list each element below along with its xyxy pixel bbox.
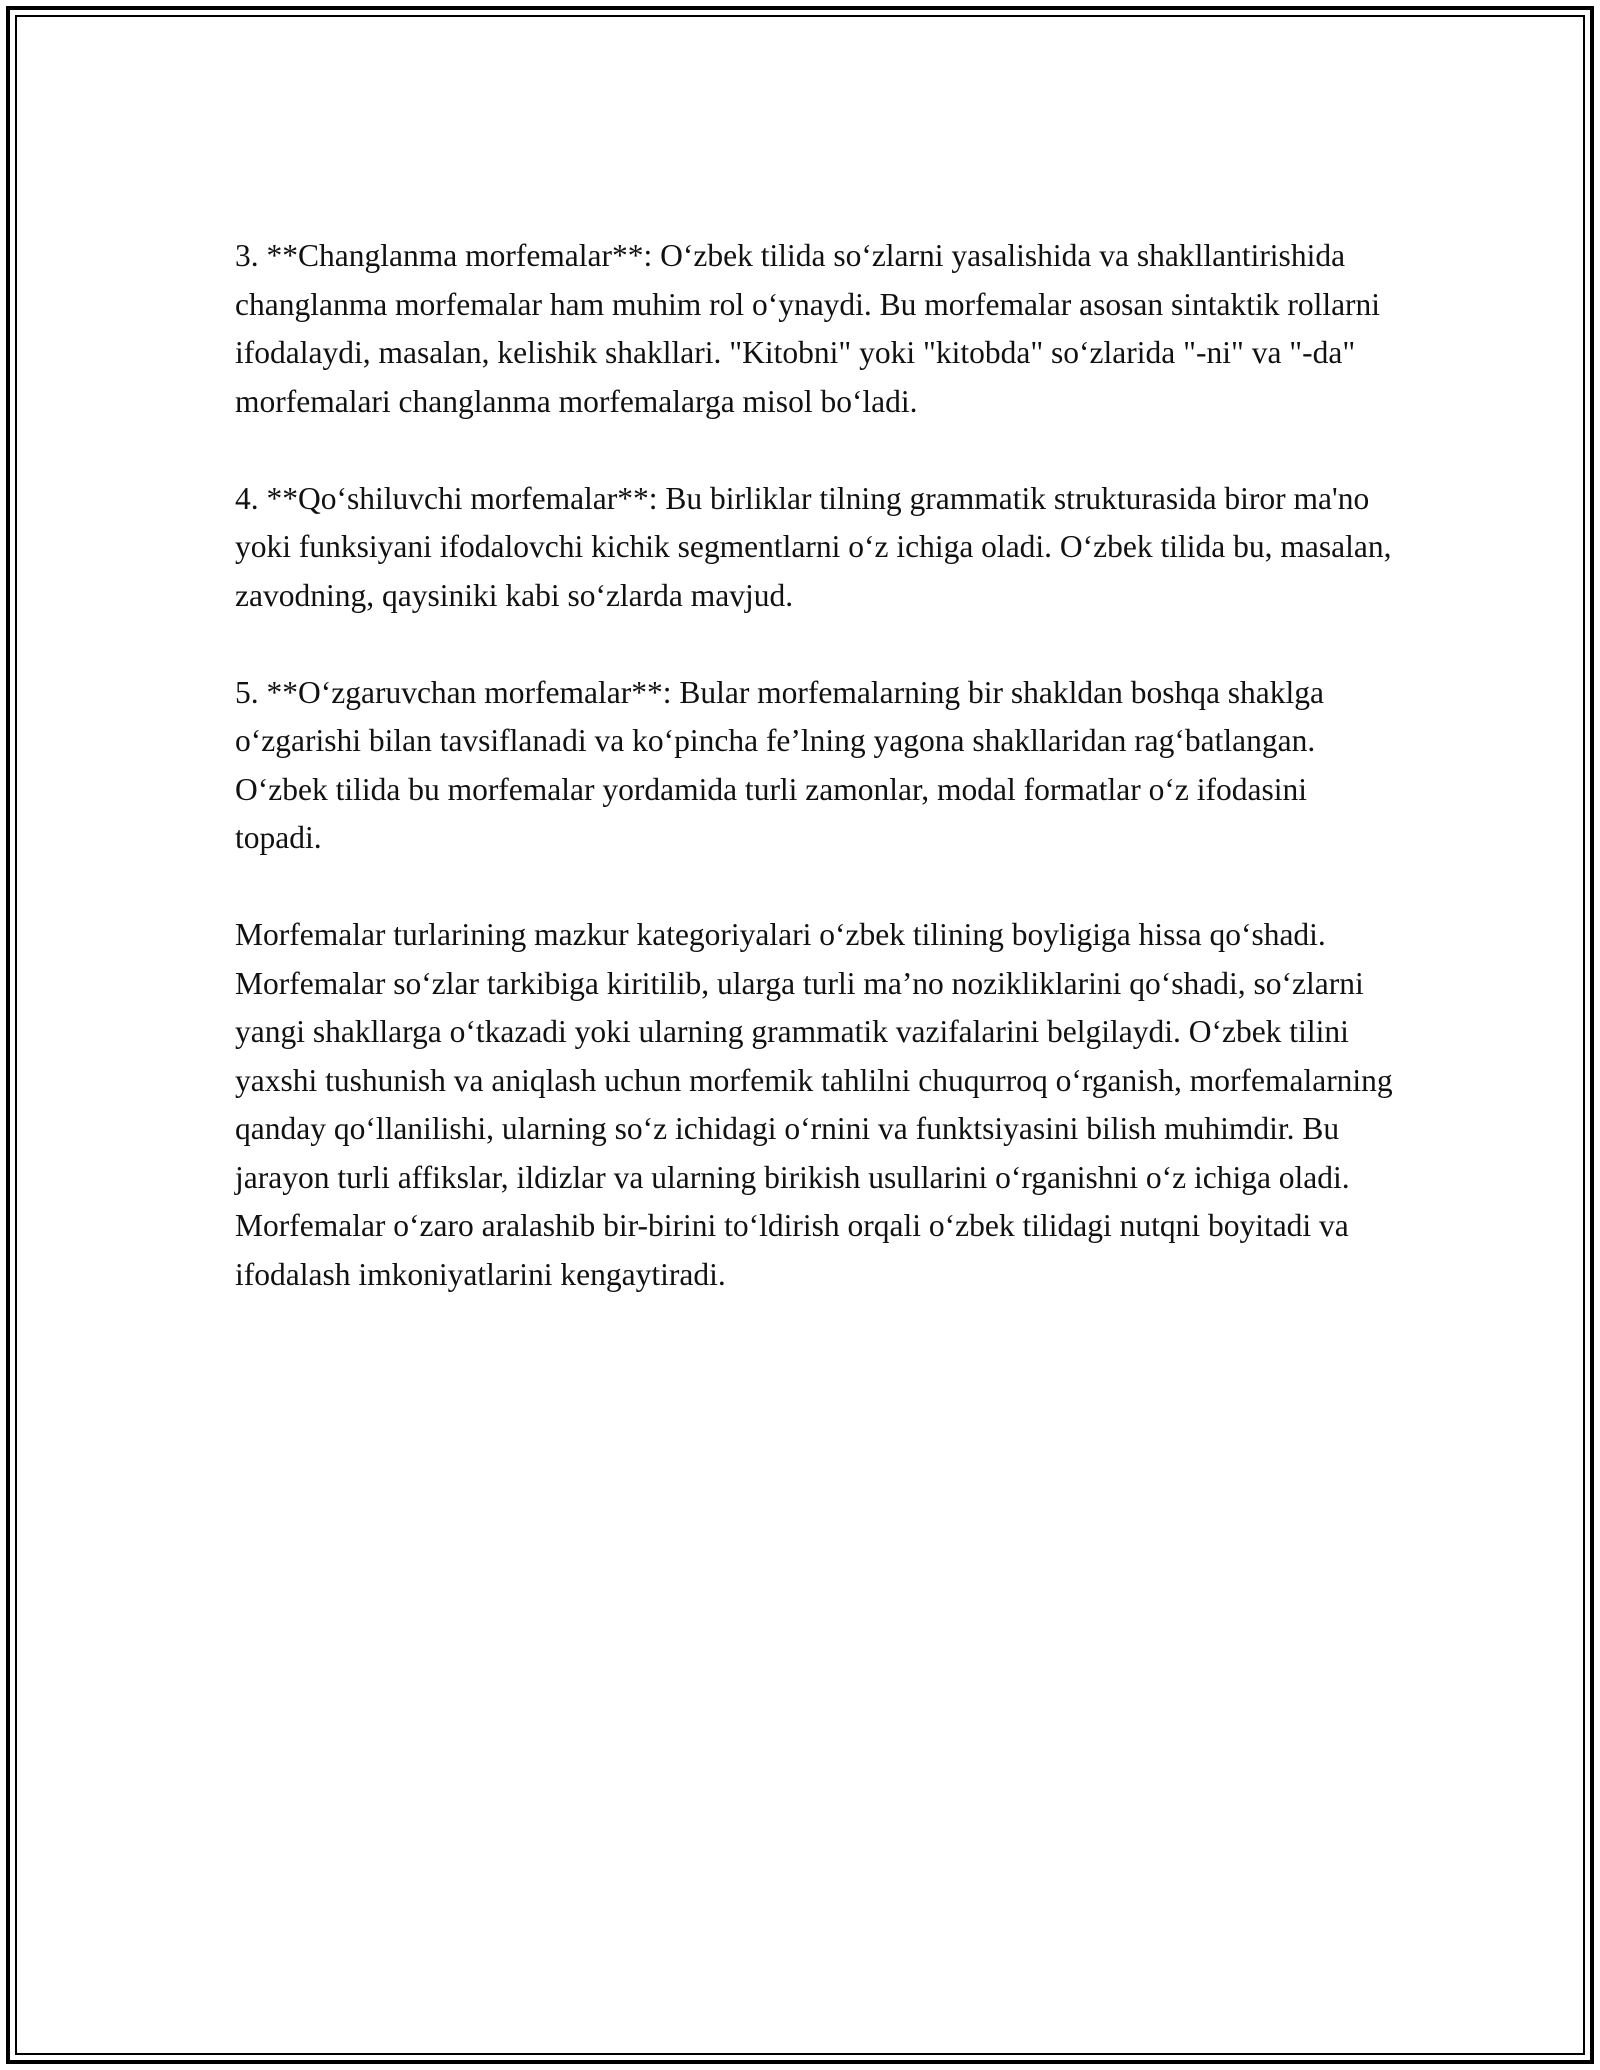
document-body xyxy=(235,232,1395,1299)
paragraph-ozgaruvchan-morfemalar: 5. **O‘zgaruvchan morfemalar**: Bular morfemalarning bir shakldan boshqa shaklga o‘zgarishi bilan tavsiflanadi va ko‘pincha fe’lning yagona shakllaridan rag‘batlangan. O‘zbek tilida bu morfemalar yordamida turli zamonlar, modal formatlar o‘z ifodasini topadi. xyxy=(235,674,1325,855)
paragraph-conclusion: Morfemalar turlarining mazkur kategoriyalari o‘zbek tilining boyligiga hissa qo‘shadi. Morfemalar so‘zlar tarkibiga kiritilib, ularga turli ma’no nozikliklarini qo‘shadi, so‘zlarni yangi shakllarga o‘tkazadi yoki ularning grammatik vazifalarini belgilaydi. O‘zbek tilini yaxshi tushunish va aniqlash uchun morfemik tahlilni chuqurroq o‘rganish, morfemalarning qanday qo‘llanilishi, ularning so‘z ichidagi o‘rnini va funktsiyasini bilish muhimdir. Bu jarayon turli affikslar, ildizlar va ularning birikish usullarini o‘rganishni o‘z ichiga oladi. Morfemalar o‘zaro aralashib bir-birini to‘ldirish orqali o‘zbek tilidagi nutqni boyitadi va ifodalash imkoniyatlarini kengaytiradi. xyxy=(235,917,1393,1292)
paragraph-qoshiluvchi-morfemalar: 4. **Qo‘shiluvchi morfemalar**: Bu birliklar tilning grammatik strukturasida biror ma'no yoki funksiyani ifodalovchi kichik segmentlarni o‘z ichiga oladi. O‘zbek tilida bu, masalan, zavodning, qaysiniki kabi so‘zlarda mavjud. xyxy=(235,480,1392,613)
paragraph-changlanma-morfemalar: 3. **Changlanma morfemalar**: O‘zbek tilida so‘zlarni yasalishida va shakllantirishida changlanma morfemalar ham muhim rol o‘ynaydi. Bu morfemalar asosan sintaktik rollarni ifodalaydi, masalan, kelishik shakllari. "Kitobni" yoki "kitobda" so‘zlarida "-ni" va "-da" morfemalari changlanma morfemalarga misol bo‘ladi. xyxy=(235,238,1381,419)
